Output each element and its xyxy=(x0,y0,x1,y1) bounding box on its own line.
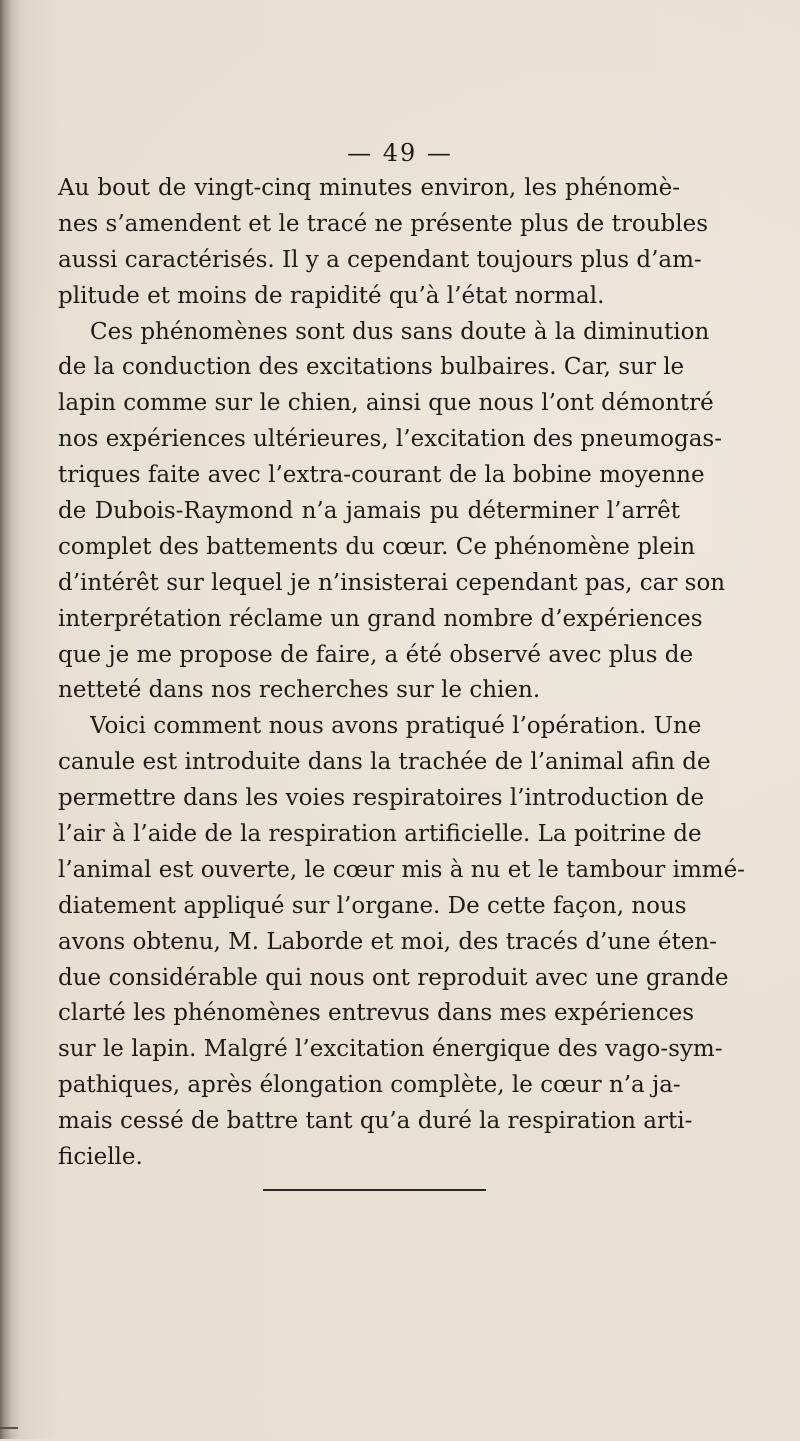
text-line: permettre dans les voies respiratoires l’introduction de xyxy=(58,785,705,812)
text-line: ficielle. xyxy=(58,1144,143,1171)
text-line: netteté dans nos recherches sur le chien. xyxy=(58,677,541,704)
text-line: due considérable qui nous ont reproduit avec une grande xyxy=(58,964,729,991)
text-line: nes s’amendent et le tracé ne présente plus de troubles xyxy=(58,210,708,237)
text-line: avons obtenu, M. Laborde et moi, des tracés d’une éten- xyxy=(58,928,717,955)
binding-shadow xyxy=(0,0,20,1439)
text-line: triques faite avec l’extra-courant de la bobine moyenne xyxy=(58,462,705,489)
text-line: plitude et moins de rapidité qu’à l’état normal. xyxy=(58,282,605,309)
text-line: nos expériences ultérieures, l’excitation des pneumogas- xyxy=(58,426,722,453)
text-line: aussi caractérisés. Il y a cependant toujours plus d’am- xyxy=(58,246,702,273)
text-line: interprétation réclame un grand nombre d’expériences xyxy=(58,605,703,632)
section-divider xyxy=(263,1189,486,1191)
text-line: Ces phénomènes sont dus sans doute à la diminution xyxy=(90,318,710,345)
text-line: complet des battements du cœur. Ce phénomène plein xyxy=(58,533,696,560)
text-line: lapin comme sur le chien, ainsi que nous l’ont démontré xyxy=(58,390,714,417)
text-line: canule est introduite dans la trachée de l’animal afin de xyxy=(58,749,711,776)
page-number: — 49 — xyxy=(347,139,453,167)
text-line: de Dubois-Raymond n’a jamais pu déterminer l’arrêt xyxy=(58,498,680,525)
text-line: de la conduction des excitations bulbaires. Car, sur le xyxy=(58,354,685,381)
text-line: sur le lapin. Malgré l’excitation énergique des vago-sym- xyxy=(58,1036,723,1063)
text-line: mais cessé de battre tant qu’a duré la respiration arti- xyxy=(58,1108,693,1135)
text-line: que je me propose de faire, a été observé avec plus de xyxy=(58,641,694,668)
text-line: l’animal est ouverte, le cœur mis à nu et le tambour immé- xyxy=(58,856,745,883)
text-line: pathiques, après élongation complète, le cœur n’a ja- xyxy=(58,1072,681,1099)
text-line: l’air à l’aide de la respiration artificielle. La poitrine de xyxy=(58,821,702,848)
text-line: Voici comment nous avons pratiqué l’opération. Une xyxy=(90,713,702,740)
text-line: Au bout de vingt-cinq minutes environ, les phénomè- xyxy=(58,175,680,201)
text-line: diatement appliqué sur l’organe. De cette façon, nous xyxy=(58,892,687,919)
body-text xyxy=(58,171,745,1176)
text-line: d’intérêt sur lequel je n’insisterai cependant pas, car son xyxy=(58,569,726,596)
text-line: clarté les phénomènes entrevus dans mes expériences xyxy=(58,1000,695,1027)
